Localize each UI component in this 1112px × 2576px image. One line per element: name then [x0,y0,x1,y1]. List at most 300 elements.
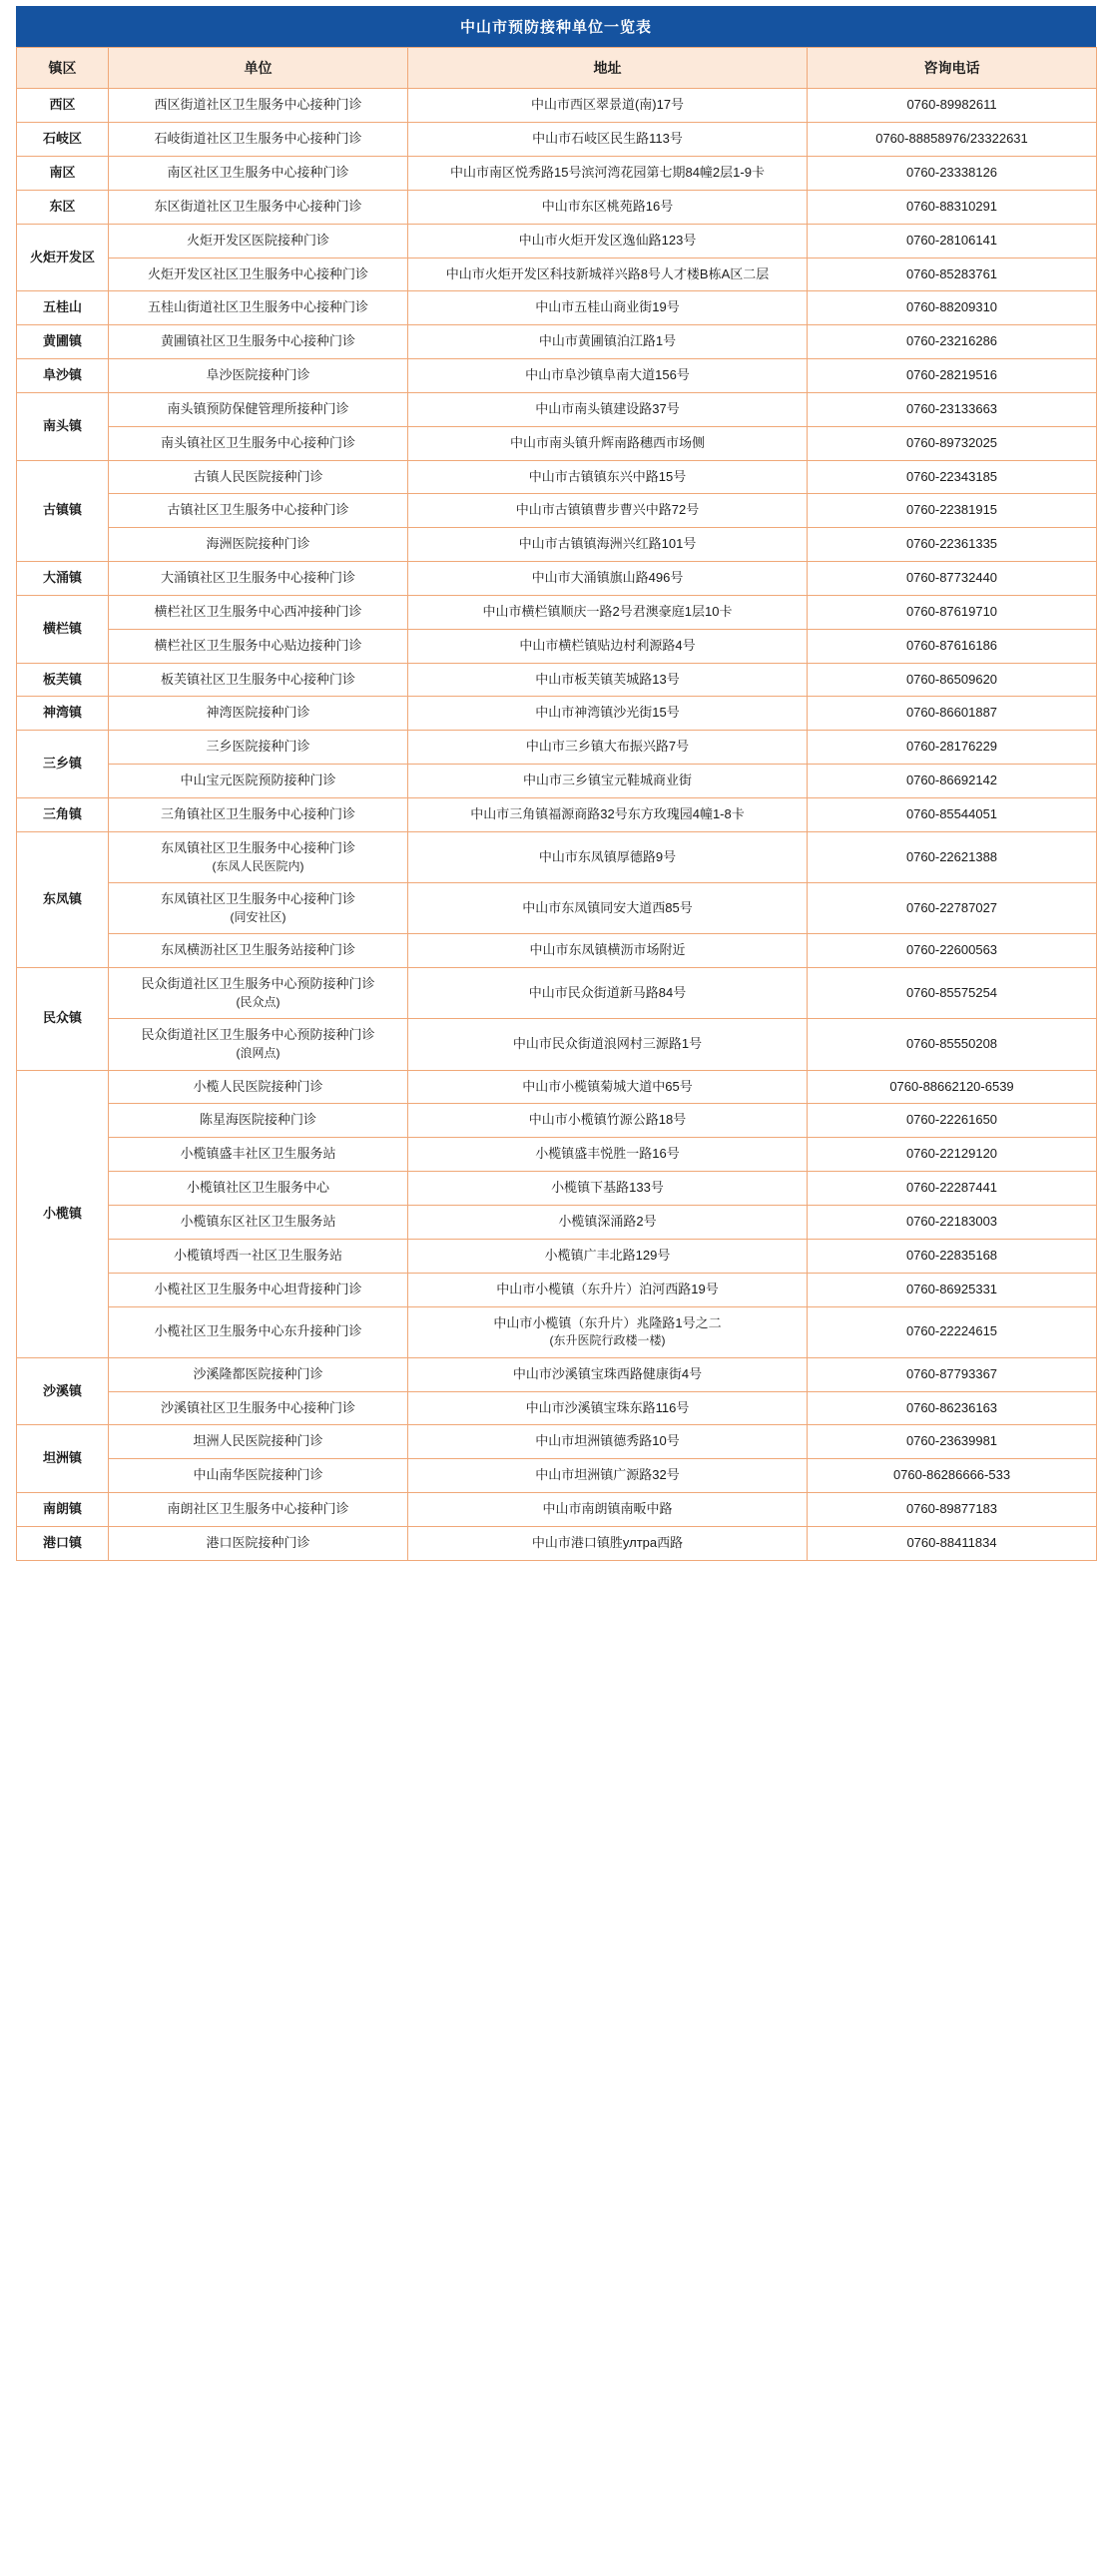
cell-line: 小榄镇广丰北路129号 [544,1247,671,1263]
cell-unit [109,89,408,123]
cell-line: 0760-23133663 [905,400,998,416]
cell-line: 0760-85544051 [905,806,998,822]
cell-region: 三角镇 [17,798,109,832]
column-header-unit: 单位 [109,48,408,89]
cell-line: 中山市东凤镇同安大道西85号 [522,899,693,915]
table-row [17,765,1097,798]
cell-line: 小榄镇深涌路2号 [558,1214,657,1230]
cell-line: 0760-28176229 [905,739,998,755]
cell-line: 中山市南头镇升辉南路穗西市场侧 [509,434,705,450]
column-header-region: 镇区 [17,48,109,89]
cell-unit [109,1357,408,1391]
cell-unit [109,934,408,968]
cell-unit [109,291,408,325]
table-row [17,1206,1097,1240]
cell-address [408,291,808,325]
cell-line: 中山市港口镇胜ултра西路 [531,1535,684,1550]
table-row [17,1104,1097,1138]
cell-line: 石岐街道社区卫生服务中心接种门诊 [154,131,362,147]
cell-region: 阜沙镇 [17,359,109,393]
table-row [17,697,1097,731]
cell-phone [808,1172,1097,1206]
cell-region: 大涌镇 [17,562,109,596]
cell-line: 0760-23639981 [905,1433,998,1449]
cell-unit [109,123,408,157]
cell-phone [808,460,1097,494]
cell-line: 中山市古镇镇曹步曹兴中路72号 [515,502,700,518]
cell-line: 海洲医院接种门诊 [206,536,310,552]
cell-phone [808,190,1097,224]
cell-line: 0760-22361335 [905,536,998,552]
cell-line: 横栏社区卫生服务中心贴边接种门诊 [154,637,362,653]
table-row [17,1172,1097,1206]
cell-phone [808,1357,1097,1391]
table-row [17,731,1097,765]
cell-unit [109,1527,408,1561]
cell-line: 中山市东区桃苑路16号 [541,198,674,214]
cell-unit [109,1273,408,1306]
cell-unit [109,1493,408,1527]
table-row [17,1391,1097,1425]
table-row [17,258,1097,291]
table-row [17,798,1097,832]
cell-region: 小榄镇 [17,1070,109,1357]
cell-unit [109,460,408,494]
cell-unit [109,968,408,1019]
cell-line: 中山市古镇镇海洲兴红路101号 [518,536,697,552]
cell-line: 东凤镇社区卫生服务中心接种门诊 [160,891,355,907]
cell-line: 黄圃镇社区卫生服务中心接种门诊 [160,333,355,349]
cell-address [408,258,808,291]
cell-phone [808,1104,1097,1138]
cell-address [408,1239,808,1273]
table-row [17,1459,1097,1493]
cell-line: 坦洲人民医院接种门诊 [193,1433,323,1449]
cell-line: 中山市坦洲镇德秀路10号 [535,1433,680,1449]
cell-line: 0760-28106141 [905,232,998,248]
cell-unit [109,1239,408,1273]
cell-line: 中山市南区悦秀路15号滨河湾花园第七期84幢2层1-9卡 [450,164,765,180]
cell-unit [109,1206,408,1240]
cell-phone [808,883,1097,934]
table-row [17,156,1097,190]
cell-line: 中山市五桂山商业街19号 [535,299,680,315]
table-body [17,89,1097,1561]
cell-address [408,1459,808,1493]
table-row [17,291,1097,325]
cell-phone [808,528,1097,562]
cell-unit [109,883,408,934]
cell-line: 0760-89877183 [905,1501,998,1517]
cell-line: 火炬开发区社区卫生服务中心接种门诊 [147,265,368,281]
cell-line: 南头镇社区卫生服务中心接种门诊 [160,434,355,450]
cell-address [408,528,808,562]
cell-line: 0760-88858976/23322631 [875,131,1028,147]
table-header-row [17,48,1097,89]
cell-address [408,426,808,460]
cell-line: 中山南华医院接种门诊 [193,1467,323,1483]
cell-phone [808,1459,1097,1493]
cell-line: 0760-86601887 [905,705,998,721]
cell-phone [808,258,1097,291]
column-header-address: 地址 [408,48,808,89]
cell-phone [808,562,1097,596]
cell-phone [808,494,1097,528]
cell-unit [109,325,408,359]
cell-phone [808,123,1097,157]
cell-address [408,325,808,359]
cell-line: 小榄社区卫生服务中心坦背接种门诊 [154,1281,362,1296]
cell-line: 古镇人民医院接种门诊 [193,468,323,484]
cell-line: 0760-22787027 [905,899,998,915]
cell-region: 神湾镇 [17,697,109,731]
cell-line: 南区社区卫生服务中心接种门诊 [167,164,349,180]
cell-line: 中山市小榄镇（东升片）兆隆路1号之二 [493,1314,722,1330]
cell-unit [109,359,408,393]
cell-unit [109,494,408,528]
cell-unit [109,1019,408,1070]
cell-line: 中山市东凤镇厚德路9号 [538,848,677,864]
cell-line: 三乡医院接种门诊 [206,739,310,755]
cell-line: 沙溪镇社区卫生服务中心接种门诊 [160,1399,355,1415]
cell-unit [109,1104,408,1138]
cell-phone [808,629,1097,663]
cell-line: 0760-22129120 [905,1146,998,1162]
table-row [17,325,1097,359]
cell-region: 沙溪镇 [17,1357,109,1425]
cell-line: 中山市民众街道浪网村三源路1号 [512,1036,703,1052]
cell-line: 中山市小榄镇竹源公路18号 [528,1112,687,1128]
table-row [17,968,1097,1019]
cell-region: 东区 [17,190,109,224]
cell-line: (浪网点) [236,1046,280,1061]
cell-region: 坦洲镇 [17,1425,109,1493]
cell-line: 板芙镇社区卫生服务中心接种门诊 [160,671,355,687]
cell-region: 五桂山 [17,291,109,325]
cell-unit [109,1306,408,1357]
cell-phone [808,1019,1097,1070]
cell-line: 中山市石岐区民生路113号 [532,131,683,147]
cell-line: 中山市坦洲镇广源路32号 [535,1467,680,1483]
cell-line: 小榄人民医院接种门诊 [193,1078,323,1094]
cell-line: 中山市三乡镇宝元鞋城商业街 [522,773,692,788]
cell-phone [808,426,1097,460]
cell-address [408,1357,808,1391]
cell-phone [808,1070,1097,1104]
cell-address [408,798,808,832]
cell-line: 小榄镇盛丰社区卫生服务站 [180,1146,336,1162]
cell-unit [109,765,408,798]
cell-address [408,831,808,882]
cell-unit [109,156,408,190]
cell-line: 小榄镇东区社区卫生服务站 [180,1214,336,1230]
cell-address [408,562,808,596]
cell-line: 0760-22343185 [905,468,998,484]
cell-line: 古镇社区卫生服务中心接种门诊 [167,502,349,518]
cell-line: 中山市沙溪镇宝珠东路116号 [525,1399,690,1415]
cell-line: 0760-87793367 [905,1365,998,1381]
cell-line: 0760-22835168 [905,1247,998,1263]
cell-phone [808,1493,1097,1527]
cell-line: 中山市古镇镇东兴中路15号 [528,468,687,484]
cell-region: 南头镇 [17,392,109,460]
cell-line: 小榄镇盛丰悦胜一路16号 [535,1146,680,1162]
cell-unit [109,528,408,562]
cell-line: 0760-85283761 [905,265,998,281]
table-row [17,1070,1097,1104]
cell-address [408,123,808,157]
cell-line: 0760-87619710 [905,603,998,619]
cell-region: 横栏镇 [17,595,109,663]
cell-line: 0760-22381915 [905,502,998,518]
cell-address [408,1070,808,1104]
table-row [17,831,1097,882]
cell-line: 东区街道社区卫生服务中心接种门诊 [154,198,362,214]
table-row [17,528,1097,562]
cell-region: 西区 [17,89,109,123]
table-row [17,629,1097,663]
cell-address [408,392,808,426]
cell-unit [109,224,408,258]
cell-unit [109,731,408,765]
cell-phone [808,1425,1097,1459]
cell-line: 三角镇社区卫生服务中心接种门诊 [160,806,355,822]
table-row [17,1239,1097,1273]
cell-unit [109,392,408,426]
cell-unit [109,190,408,224]
table-row [17,883,1097,934]
table-row [17,1425,1097,1459]
cell-line: 0760-89732025 [905,434,998,450]
cell-unit [109,426,408,460]
cell-phone [808,291,1097,325]
cell-line: 中山市火炬开发区逸仙路123号 [518,232,697,248]
cell-region: 板芙镇 [17,663,109,697]
cell-line: 中山市阜沙镇阜南大道156号 [525,367,690,383]
table-row [17,494,1097,528]
table-row [17,1493,1097,1527]
table-row [17,460,1097,494]
cell-line: 神湾医院接种门诊 [206,705,310,721]
cell-address [408,190,808,224]
cell-line: 0760-28219516 [905,367,998,383]
cell-line: 五桂山街道社区卫生服务中心接种门诊 [147,299,368,315]
cell-address [408,697,808,731]
cell-unit [109,629,408,663]
table-row [17,359,1097,393]
cell-address [408,1104,808,1138]
cell-phone [808,1138,1097,1172]
cell-phone [808,595,1097,629]
cell-line: 大涌镇社区卫生服务中心接种门诊 [160,570,355,586]
cell-line: 中山市三乡镇大布振兴路7号 [525,739,690,755]
cell-line: 0760-86236163 [905,1399,998,1415]
cell-line: 0760-22183003 [905,1214,998,1230]
cell-line: 0760-86286666-533 [892,1467,1011,1483]
cell-address [408,1306,808,1357]
cell-phone [808,1306,1097,1357]
cell-address [408,968,808,1019]
cell-line: 0760-88662120-6539 [889,1078,1014,1094]
cell-line: 中山市沙溪镇宝珠西路健康街4号 [512,1365,703,1381]
cell-phone [808,1527,1097,1561]
cell-unit [109,595,408,629]
cell-address [408,663,808,697]
cell-line: 0760-88411834 [906,1535,997,1550]
cell-address [408,1425,808,1459]
cell-unit [109,697,408,731]
cell-line: 民众街道社区卫生服务中心预防接种门诊 [141,976,375,992]
cell-region: 港口镇 [17,1527,109,1561]
cell-address [408,765,808,798]
cell-phone [808,765,1097,798]
table-row [17,392,1097,426]
table-row [17,562,1097,596]
cell-line: 小榄镇下基路133号 [551,1180,664,1196]
cell-line: 0760-88310291 [905,198,998,214]
cell-region: 火炬开发区 [17,224,109,291]
cell-region: 三乡镇 [17,731,109,798]
cell-line: 小榄镇社区卫生服务中心 [186,1180,329,1196]
cell-line: 中山市东凤镇横沥市场附近 [529,942,686,958]
vaccination-table-sheet [0,6,1112,1575]
cell-line: 中山市横栏镇顺庆一路2号君澳豪庭1层10卡 [482,603,733,619]
cell-address [408,1019,808,1070]
table-row [17,1138,1097,1172]
cell-region: 石岐区 [17,123,109,157]
cell-phone [808,325,1097,359]
cell-line: 0760-85550208 [905,1036,998,1052]
cell-line: 0760-22287441 [905,1180,998,1196]
cell-line: 民众街道社区卫生服务中心预防接种门诊 [141,1027,375,1043]
cell-region: 古镇镇 [17,460,109,562]
cell-phone [808,1391,1097,1425]
table-row [17,1306,1097,1357]
cell-line: 南头镇预防保健管理所接种门诊 [167,400,349,416]
cell-phone [808,1273,1097,1306]
cell-line: 中山市神湾镇沙光街15号 [535,705,680,721]
cell-phone [808,798,1097,832]
cell-line: 火炬开发区医院接种门诊 [186,232,329,248]
cell-line: 港口医院接种门诊 [206,1535,310,1550]
cell-phone [808,1206,1097,1240]
cell-line: 西区街道社区卫生服务中心接种门诊 [154,97,362,113]
table-row [17,1019,1097,1070]
table-row [17,426,1097,460]
cell-region: 民众镇 [17,968,109,1070]
cell-line: 沙溪隆都医院接种门诊 [193,1365,323,1381]
table-row [17,190,1097,224]
cell-line: 阜沙医院接种门诊 [206,367,310,383]
cell-address [408,629,808,663]
cell-address [408,89,808,123]
cell-phone [808,697,1097,731]
cell-unit [109,1138,408,1172]
cell-line: 0760-22621388 [905,848,998,864]
cell-line: 0760-88209310 [905,299,998,315]
page-title: 中山市预防接种单位一览表 [16,6,1096,47]
cell-phone [808,1239,1097,1273]
table-header [17,48,1097,89]
cell-address [408,156,808,190]
cell-line: 0760-22261650 [905,1112,998,1128]
cell-unit [109,831,408,882]
cell-line: 中山市火炬开发区科技新城祥兴路8号人才楼B栋A区二层 [445,265,770,281]
cell-line: 中山市南头镇建设路37号 [535,400,680,416]
cell-line: 中山市板芙镇芙城路13号 [535,671,680,687]
column-header-phone: 咨询电话 [808,48,1097,89]
cell-line: 横栏社区卫生服务中心西冲接种门诊 [154,603,362,619]
table-row [17,934,1097,968]
cell-line: (东凤人民医院内) [212,858,304,873]
cell-line: 0760-86509620 [905,671,998,687]
cell-unit [109,1459,408,1493]
table-row [17,224,1097,258]
cell-address [408,595,808,629]
cell-unit [109,1425,408,1459]
cell-address [408,359,808,393]
table-row [17,123,1097,157]
cell-region: 南朗镇 [17,1493,109,1527]
cell-unit [109,1070,408,1104]
vaccination-units-table [16,47,1097,1561]
table-row [17,595,1097,629]
table-row [17,1273,1097,1306]
cell-line: 东凤横沥社区卫生服务站接种门诊 [160,942,355,958]
cell-phone [808,968,1097,1019]
cell-address [408,1273,808,1306]
cell-line: 中山市三角镇福源商路32号东方玫瑰园4幢1-8卡 [470,806,745,822]
cell-line: 陈星海医院接种门诊 [199,1112,316,1128]
cell-address [408,883,808,934]
cell-line: 0760-85575254 [905,984,998,1000]
cell-unit [109,798,408,832]
cell-phone [808,359,1097,393]
cell-unit [109,663,408,697]
cell-line: 小榄镇埒西一社区卫生服务站 [173,1247,342,1263]
cell-line: 中山市南朗镇南畈中路 [542,1501,673,1517]
cell-region: 东凤镇 [17,831,109,967]
cell-line: (民众点) [236,995,280,1010]
cell-unit [109,258,408,291]
table-row [17,1357,1097,1391]
cell-address [408,1391,808,1425]
cell-unit [109,1391,408,1425]
cell-address [408,1206,808,1240]
cell-region: 南区 [17,156,109,190]
cell-address [408,731,808,765]
cell-line: 中山市黄圃镇泊江路1号 [538,333,677,349]
cell-line: 0760-22600563 [905,942,998,958]
cell-line: 中山市大涌镇旗山路496号 [531,570,684,586]
cell-line: 0760-23216286 [905,333,998,349]
cell-line: 0760-86925331 [905,1281,998,1296]
cell-region: 黄圃镇 [17,325,109,359]
cell-line: 0760-87732440 [905,570,998,586]
cell-unit [109,1172,408,1206]
cell-phone [808,89,1097,123]
cell-line: 小榄社区卫生服务中心东升接种门诊 [154,1323,362,1339]
cell-phone [808,156,1097,190]
cell-phone [808,731,1097,765]
cell-line: 0760-23338126 [905,164,998,180]
cell-line: 中山市横栏镇贴边村利源路4号 [519,637,696,653]
cell-address [408,934,808,968]
table-row [17,89,1097,123]
cell-address [408,1493,808,1527]
cell-line: 0760-22224615 [905,1323,998,1339]
cell-phone [808,934,1097,968]
